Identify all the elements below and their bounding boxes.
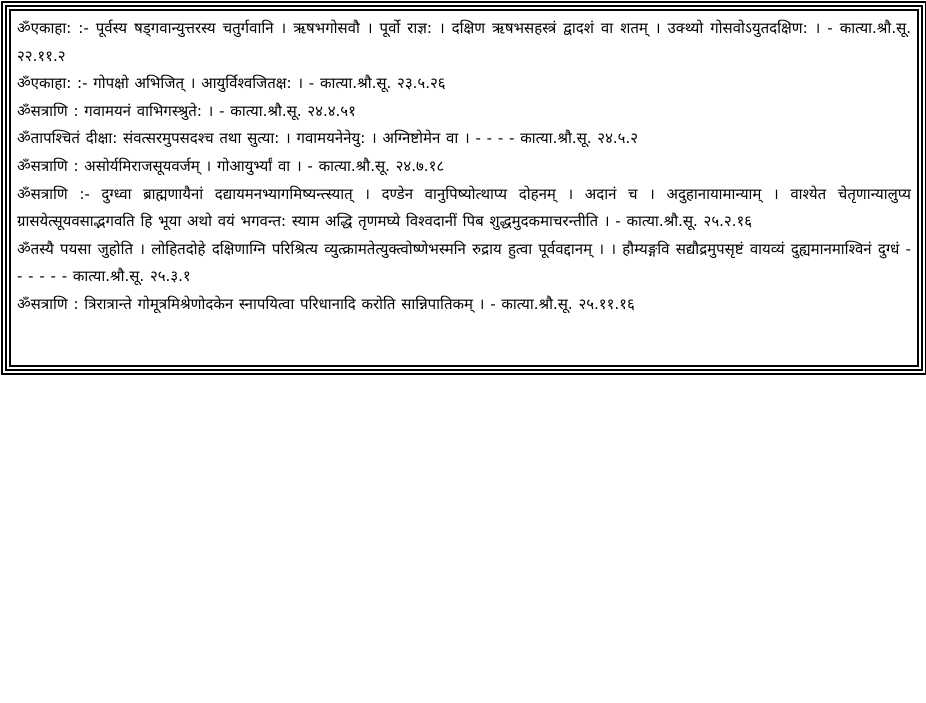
citation-entry: ॐतापश्चितं दीक्षा: संवत्सरमुपसदश्च तथा सुत्या: । गवामयनेनेयु: । अग्निष्टोमेन वा । - - - - कात्या.श्रौ.सू. २४.५.२ [17,129,639,148]
citation-entry: ॐएकाहा: :- पूर्वस्य षड्गवान्युत्तरस्य चतुर्गवानि । ऋषभगोसवौ । पूर्वो राज्ञ: । दक्षिण ऋषभसहस्त्रं द्वादशं वा शतम् । उक्थ्यो गोसवोऽयुतदक्षिण: । - कात्या.श्रौ.सू. २२.११.२ [17,19,911,65]
citation-entry: ॐसत्राणि : त्रिरात्रान्ते गोमूत्रमिश्रेणोदकेन स्नापयित्वा परिधानादि करोति सान्निपातिकम् । - कात्या.श्रौ.सू. २५.११.१६ [17,294,635,313]
document-frame [1,1,926,375]
citation-entry: ॐएकाहा: :- गोपक्षो अभिजित् । आयुर्विश्वजितक्ष: । - कात्या.श्रौ.सू. २३.५.२६ [17,74,446,93]
document-frame-inner [5,5,923,371]
citation-entry: ॐसत्राणि : गवामयनं वाभिगस्श्रुते: । - कात्या.श्रौ.सू. २४.४.५१ [17,101,356,120]
citation-entry: ॐतस्यै पयसा जुहोति । लोहितदोहे दक्षिणाग्नि परिश्रित्य व्युत्क्रामतेत्युक्त्वोष्णेभस्मनि रुद्राय हुत्वा पूर्ववद्दानम् । । हौम्यङ्गवि सद्यौद्रमुपसृष्टं वायव्यं दुह्यमानमाश्विनं दुग्धं - - - - - - कात्या.श्रौ.सू. २५.३.१ [17,239,911,286]
citation-entry: ॐसत्राणि : असोर्यमिराजसूयवर्जम् । गोआयुर्भ्यां वा । - कात्या.श्रौ.सू. २४.७.१८ [17,156,445,175]
citation-list [9,9,919,367]
citation-entry: ॐसत्राणि :- दुग्ध्वा ब्राह्मणायैनां दद्यायमनभ्यागमिष्यन्त्स्यात् । दण्डेन वानुपिष्योत्थाप्य दोहनम् । अदानं च । अदुहानायामान्याम् । वाश्येत चेतृणान्यालुप्य ग्रासयेत्सूयवसाद्भगवति हि भूया अथो वयं भगवन्त: स्याम अद्धि तृणमघ्ये विश्वदानीं पिब शुद्धमुदकमाचरन्तीति । - कात्या.श्रौ.सू. २५.२.१६ [17,184,911,231]
